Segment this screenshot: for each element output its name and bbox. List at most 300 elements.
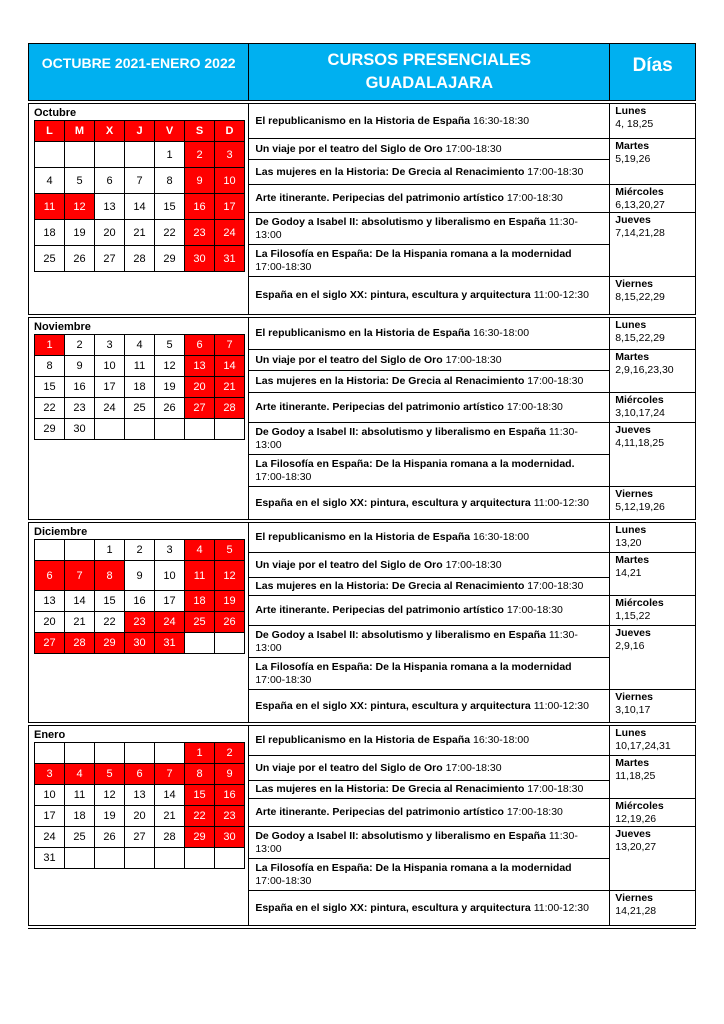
calendar-day: 14 [125, 194, 155, 220]
calendar-day: 27 [185, 398, 215, 419]
course-title: La Filosofía en España: De la Hispania romana a la modernidad [255, 861, 572, 874]
course-entry [249, 350, 609, 371]
courses-column [249, 523, 610, 722]
course-time: 17:00-18:30 [527, 375, 584, 387]
period-title: OCTUBRE 2021-ENERO 2022 [29, 44, 249, 100]
calendar-week [35, 764, 245, 785]
calendar-day: 4 [185, 540, 215, 561]
day-block [610, 596, 695, 626]
calendar-day: 22 [35, 398, 65, 419]
course-time: 17:00-18:30 [255, 673, 312, 686]
course-text [255, 192, 563, 205]
calendar-day: 22 [155, 220, 185, 246]
course-entry [249, 423, 609, 455]
calendar-day: 6 [95, 168, 125, 194]
weekday-dates: 2,9,16 [615, 640, 645, 652]
weekday-dates: 13,20,27 [615, 841, 657, 853]
calendar-day: 13 [185, 356, 215, 377]
course-text [255, 734, 529, 747]
month-calendar [34, 120, 245, 272]
calendar-day: 28 [215, 398, 245, 419]
day-block [610, 277, 695, 314]
course-time: 16:30-18:00 [473, 734, 530, 746]
course-text [255, 248, 603, 274]
day-block [610, 756, 695, 799]
course-title: El republicanismo en la Historia de España [255, 734, 471, 746]
calendar-day: 23 [65, 398, 95, 419]
course-time: 16:30-18:00 [473, 531, 530, 543]
course-title: Las mujeres en la Historia: De Grecia al Renacimiento [255, 783, 525, 795]
course-entry [249, 371, 609, 393]
month-section [28, 523, 696, 722]
course-text [255, 289, 589, 302]
calendar-empty [125, 743, 155, 764]
course-title: España en el siglo XX: pintura, escultura y arquitectura [255, 699, 531, 712]
course-entry [249, 799, 609, 827]
calendar-day: 1 [155, 142, 185, 168]
course-entry [249, 393, 609, 423]
weekday-dates: 14,21 [615, 567, 642, 579]
course-title: De Godoy a Isabel II: absolutismo y liberalismo en España [255, 628, 546, 641]
day-block [610, 827, 695, 891]
calendar-week [35, 633, 245, 654]
calendar-week [35, 194, 245, 220]
weekday-name: Jueves [615, 828, 651, 840]
calendar-day: 11 [65, 785, 95, 806]
weekday-name: Miércoles [615, 597, 664, 609]
course-entry [249, 553, 609, 578]
calendar-day: 24 [35, 827, 65, 848]
calendar-day: 7 [65, 561, 95, 591]
day-block [610, 487, 695, 519]
course-title: La Filosofía en España: De la Hispania romana a la modernidad. [255, 457, 575, 470]
calendar-day: 18 [35, 220, 65, 246]
calendar-week [35, 827, 245, 848]
calendar-day: 12 [155, 356, 185, 377]
course-time: 17:00-18:30 [527, 783, 584, 795]
course-title: Las mujeres en la Historia: De Grecia al Renacimiento [255, 375, 525, 387]
calendar-day: 14 [65, 591, 95, 612]
calendar-day: 18 [125, 377, 155, 398]
course-entry [249, 756, 609, 781]
calendar-day: 5 [215, 540, 245, 561]
course-title: Un viaje por el teatro del Siglo de Oro [255, 761, 443, 774]
calendar-day: 24 [155, 612, 185, 633]
calendar-day: 30 [185, 246, 215, 272]
calendar-day: 16 [185, 194, 215, 220]
calendar-day: 12 [215, 561, 245, 591]
course-entry [249, 626, 609, 658]
calendar-column [29, 104, 249, 314]
weekday-dates: 10,17,24,31 [615, 740, 671, 752]
calendar-day: 2 [65, 335, 95, 356]
course-entry [249, 104, 609, 139]
course-text [255, 629, 603, 655]
calendar-empty [185, 848, 215, 869]
weekday-name: Jueves [615, 627, 651, 639]
month-calendar [34, 334, 245, 440]
calendar-day: 23 [185, 220, 215, 246]
calendar-day: 28 [65, 633, 95, 654]
calendar-day: 9 [215, 764, 245, 785]
calendar-day: 11 [125, 356, 155, 377]
days-column [610, 104, 695, 314]
calendar-day: 17 [95, 377, 125, 398]
course-time: 11:00-12:30 [533, 901, 589, 914]
month-calendar [34, 539, 245, 654]
calendar-day: 7 [155, 764, 185, 785]
calendar-day: 10 [35, 785, 65, 806]
day-block [610, 393, 695, 423]
course-time: 11:30-13:00 [255, 215, 578, 241]
weekday-dates: 7,14,21,28 [615, 227, 665, 239]
day-block [610, 523, 695, 553]
calendar-day: 3 [215, 142, 245, 168]
course-text [255, 862, 603, 888]
course-title: Arte itinerante. Peripecias del patrimonio artístico [255, 806, 504, 818]
calendar-empty [95, 419, 125, 440]
weekday-dates: 5,12,19,26 [615, 501, 665, 513]
weekday-dates: 2,9,16,23,30 [615, 364, 674, 376]
calendar-day: 15 [185, 785, 215, 806]
course-text [255, 375, 583, 388]
calendar-day: 29 [185, 827, 215, 848]
course-time: 17:00-18:30 [527, 165, 584, 178]
calendar-empty [95, 142, 125, 168]
calendar-day: 13 [35, 591, 65, 612]
calendar-week [35, 220, 245, 246]
weekday-name: Jueves [615, 214, 651, 226]
calendar-column [29, 318, 249, 519]
weekday-dates: 11,18,25 [615, 770, 656, 782]
calendar-day: 18 [65, 806, 95, 827]
course-entry [249, 160, 609, 185]
calendar-day: 8 [185, 764, 215, 785]
day-block [610, 104, 695, 139]
course-time: 17:00-18:30 [445, 353, 502, 366]
weekday-name: Martes [615, 351, 650, 363]
days-column [610, 726, 695, 925]
course-time: 11:30-13:00 [255, 628, 578, 654]
calendar-column [29, 726, 249, 925]
course-title: De Godoy a Isabel II: absolutismo y liberalismo en España [255, 829, 546, 842]
course-entry [249, 827, 609, 859]
course-title: Las mujeres en la Historia: De Grecia al Renacimiento [255, 165, 525, 178]
calendar-day: 6 [35, 561, 65, 591]
calendar-day: 15 [155, 194, 185, 220]
calendar-day: 31 [215, 246, 245, 272]
calendar-day: 18 [185, 591, 215, 612]
course-text [255, 327, 529, 340]
calendar-week [35, 398, 245, 419]
course-time: 17:00-18:30 [255, 260, 312, 273]
calendar-day: 26 [65, 246, 95, 272]
calendar-day: 15 [95, 591, 125, 612]
day-block [610, 213, 695, 277]
day-block [610, 318, 695, 350]
course-time: 11:00-12:30 [533, 699, 589, 712]
course-time: 17:00-18:30 [255, 470, 312, 483]
course-title: Las mujeres en la Historia: De Grecia al Renacimiento [255, 580, 525, 592]
calendar-day: 13 [125, 785, 155, 806]
month-section [28, 726, 696, 925]
course-entry [249, 455, 609, 487]
course-text [255, 661, 603, 687]
calendar-week [35, 561, 245, 591]
calendar-day: 5 [95, 764, 125, 785]
calendar-day: 3 [155, 540, 185, 561]
calendar-day: 30 [65, 419, 95, 440]
bottom-border [28, 925, 696, 929]
weekday-dates: 4, 18,25 [615, 118, 654, 130]
course-entry [249, 277, 609, 314]
calendar-column [29, 523, 249, 722]
days-title: Días [610, 44, 695, 100]
calendar-day: 19 [95, 806, 125, 827]
course-title: La Filosofía en España: De la Hispania romana a la modernidad [255, 660, 572, 673]
calendar-day: 2 [125, 540, 155, 561]
calendar-day: 11 [185, 561, 215, 591]
calendar-empty [35, 743, 65, 764]
course-title: La Filosofía en España: De la Hispania romana a la modernidad [255, 247, 572, 260]
course-entry [249, 523, 609, 553]
weekday-dates: 4,11,18,25 [615, 437, 665, 449]
course-text [255, 902, 589, 915]
course-time: 11:30-13:00 [255, 829, 578, 855]
course-entry [249, 245, 609, 277]
courses-column [249, 726, 610, 925]
course-entry [249, 781, 609, 799]
weekday-name: Miércoles [615, 800, 664, 812]
course-title: Arte itinerante. Peripecias del patrimonio artístico [255, 192, 504, 204]
calendar-day: 17 [215, 194, 245, 220]
calendar-empty [185, 633, 215, 654]
calendar-empty [125, 142, 155, 168]
course-text [255, 762, 501, 775]
course-title: Un viaje por el teatro del Siglo de Oro [255, 353, 443, 366]
calendar-day: 7 [125, 168, 155, 194]
calendar-day: 8 [95, 561, 125, 591]
calendar-day: 25 [35, 246, 65, 272]
calendar-day: 27 [95, 246, 125, 272]
weekday-dates: 14,21,28 [615, 905, 657, 917]
calendar-day: 19 [215, 591, 245, 612]
course-title: Arte itinerante. Peripecias del patrimonio artístico [255, 604, 504, 616]
weekday-header: L [35, 121, 65, 142]
calendar-day: 4 [125, 335, 155, 356]
calendar-day: 9 [185, 168, 215, 194]
calendar-day: 3 [95, 335, 125, 356]
courses-title-line1: CURSOS PRESENCIALES [327, 51, 532, 69]
day-block [610, 891, 695, 925]
course-title: España en el siglo XX: pintura, escultura y arquitectura [255, 289, 531, 301]
calendar-empty [185, 419, 215, 440]
calendar-week [35, 246, 245, 272]
calendar-day: 14 [155, 785, 185, 806]
course-text [255, 497, 589, 510]
calendar-day: 20 [185, 377, 215, 398]
calendar-day: 19 [155, 377, 185, 398]
calendar-day: 24 [215, 220, 245, 246]
calendar-day: 25 [185, 612, 215, 633]
calendar-day: 6 [185, 335, 215, 356]
calendar-day: 22 [95, 612, 125, 633]
calendar-week [35, 612, 245, 633]
course-text [255, 354, 501, 367]
calendar-day: 3 [35, 764, 65, 785]
course-title: España en el siglo XX: pintura, escultura y arquitectura [255, 496, 531, 509]
weekday-header: S [185, 121, 215, 142]
weekday-header: X [95, 121, 125, 142]
calendar-day: 23 [215, 806, 245, 827]
weekday-dates: 1,15,22 [615, 610, 651, 622]
weekday-header: V [155, 121, 185, 142]
course-entry [249, 213, 609, 245]
course-time: 11:00-12:30 [533, 289, 589, 301]
days-column [610, 318, 695, 519]
calendar-day: 6 [125, 764, 155, 785]
course-title: De Godoy a Isabel II: absolutismo y liberalismo en España [255, 425, 546, 438]
course-time: 17:00-18:30 [255, 874, 312, 887]
month-calendar [34, 742, 245, 869]
course-entry [249, 139, 609, 160]
course-text [255, 401, 563, 414]
header-row [28, 43, 696, 100]
course-time: 16:30-18:00 [473, 327, 530, 339]
weekday-name: Lunes [615, 727, 647, 739]
calendar-day: 5 [65, 168, 95, 194]
month-section [28, 318, 696, 519]
course-text [255, 166, 583, 179]
days-column [610, 523, 695, 722]
course-text [255, 700, 589, 713]
course-title: Un viaje por el teatro del Siglo de Oro [255, 142, 443, 155]
calendar-day: 12 [95, 785, 125, 806]
weekday-name: Miércoles [615, 186, 664, 198]
calendar-day: 25 [125, 398, 155, 419]
calendar-day: 26 [95, 827, 125, 848]
calendar-day: 21 [215, 377, 245, 398]
weekday-header: J [125, 121, 155, 142]
calendar-day: 28 [155, 827, 185, 848]
course-title: España en el siglo XX: pintura, escultura y arquitectura [255, 901, 531, 914]
course-title: El republicanismo en la Historia de España [255, 327, 471, 339]
course-text [255, 559, 501, 572]
calendar-day: 9 [125, 561, 155, 591]
weekday-dates: 3,10,17 [615, 704, 651, 716]
courses-column [249, 104, 610, 314]
day-block [610, 423, 695, 487]
weekday-name: Miércoles [615, 394, 664, 406]
schedule-document [28, 43, 696, 929]
weekday-dates: 3,10,17,24 [615, 407, 665, 419]
calendar-week [35, 540, 245, 561]
course-text [255, 806, 563, 819]
calendar-empty [95, 743, 125, 764]
course-text [255, 783, 583, 796]
calendar-empty [155, 743, 185, 764]
calendar-week [35, 142, 245, 168]
calendar-week [35, 356, 245, 377]
calendar-week [35, 785, 245, 806]
course-entry [249, 690, 609, 722]
month-name: Noviembre [34, 321, 91, 333]
course-entry [249, 578, 609, 596]
calendar-day: 8 [155, 168, 185, 194]
calendar-day: 27 [35, 633, 65, 654]
calendar-day: 26 [155, 398, 185, 419]
course-text [255, 830, 603, 856]
calendar-day: 23 [125, 612, 155, 633]
weekday-name: Jueves [615, 424, 651, 436]
month-name: Enero [34, 729, 66, 741]
calendar-week [35, 743, 245, 764]
calendar-day: 25 [65, 827, 95, 848]
calendar-empty [65, 540, 95, 561]
calendar-week [35, 168, 245, 194]
calendar-day: 8 [35, 356, 65, 377]
day-block [610, 626, 695, 690]
day-block [610, 185, 695, 213]
calendar-week [35, 591, 245, 612]
month-section [28, 104, 696, 314]
course-text [255, 115, 529, 128]
weekday-dates: 8,15,22,29 [615, 332, 665, 344]
course-title: Un viaje por el teatro del Siglo de Oro [255, 558, 443, 571]
calendar-day: 24 [95, 398, 125, 419]
calendar-day: 4 [35, 168, 65, 194]
day-block [610, 726, 695, 756]
calendar-day: 31 [155, 633, 185, 654]
calendar-day: 17 [35, 806, 65, 827]
calendar-week [35, 806, 245, 827]
weekday-name: Viernes [615, 892, 653, 904]
weekday-header: M [65, 121, 95, 142]
weekday-name: Martes [615, 554, 650, 566]
courses-title [249, 44, 610, 100]
calendar-day: 2 [185, 142, 215, 168]
calendar-day: 20 [35, 612, 65, 633]
calendar-day: 27 [125, 827, 155, 848]
calendar-day: 30 [125, 633, 155, 654]
calendar-day: 10 [215, 168, 245, 194]
course-time: 16:30-18:30 [473, 114, 530, 127]
course-title: Arte itinerante. Peripecias del patrimonio artístico [255, 401, 504, 413]
calendar-day: 7 [215, 335, 245, 356]
calendar-day: 29 [35, 419, 65, 440]
course-entry [249, 487, 609, 519]
weekday-name: Viernes [615, 278, 653, 290]
calendar-day: 30 [215, 827, 245, 848]
calendar-day: 9 [65, 356, 95, 377]
course-text [255, 143, 501, 156]
course-title: El republicanismo en la Historia de España [255, 531, 471, 543]
course-time: 17:00-18:30 [445, 761, 502, 774]
day-block [610, 553, 695, 596]
calendar-day: 28 [125, 246, 155, 272]
calendar-day: 10 [95, 356, 125, 377]
course-time: 17:00-18:30 [445, 142, 502, 155]
course-entry [249, 891, 609, 925]
day-block [610, 799, 695, 827]
day-block [610, 690, 695, 722]
calendar-day: 2 [215, 743, 245, 764]
course-time: 11:00-12:30 [533, 496, 589, 509]
weekday-dates: 12,19,26 [615, 813, 657, 825]
calendar-day: 14 [215, 356, 245, 377]
course-text [255, 604, 563, 617]
course-title: El republicanismo en la Historia de España [255, 114, 471, 127]
